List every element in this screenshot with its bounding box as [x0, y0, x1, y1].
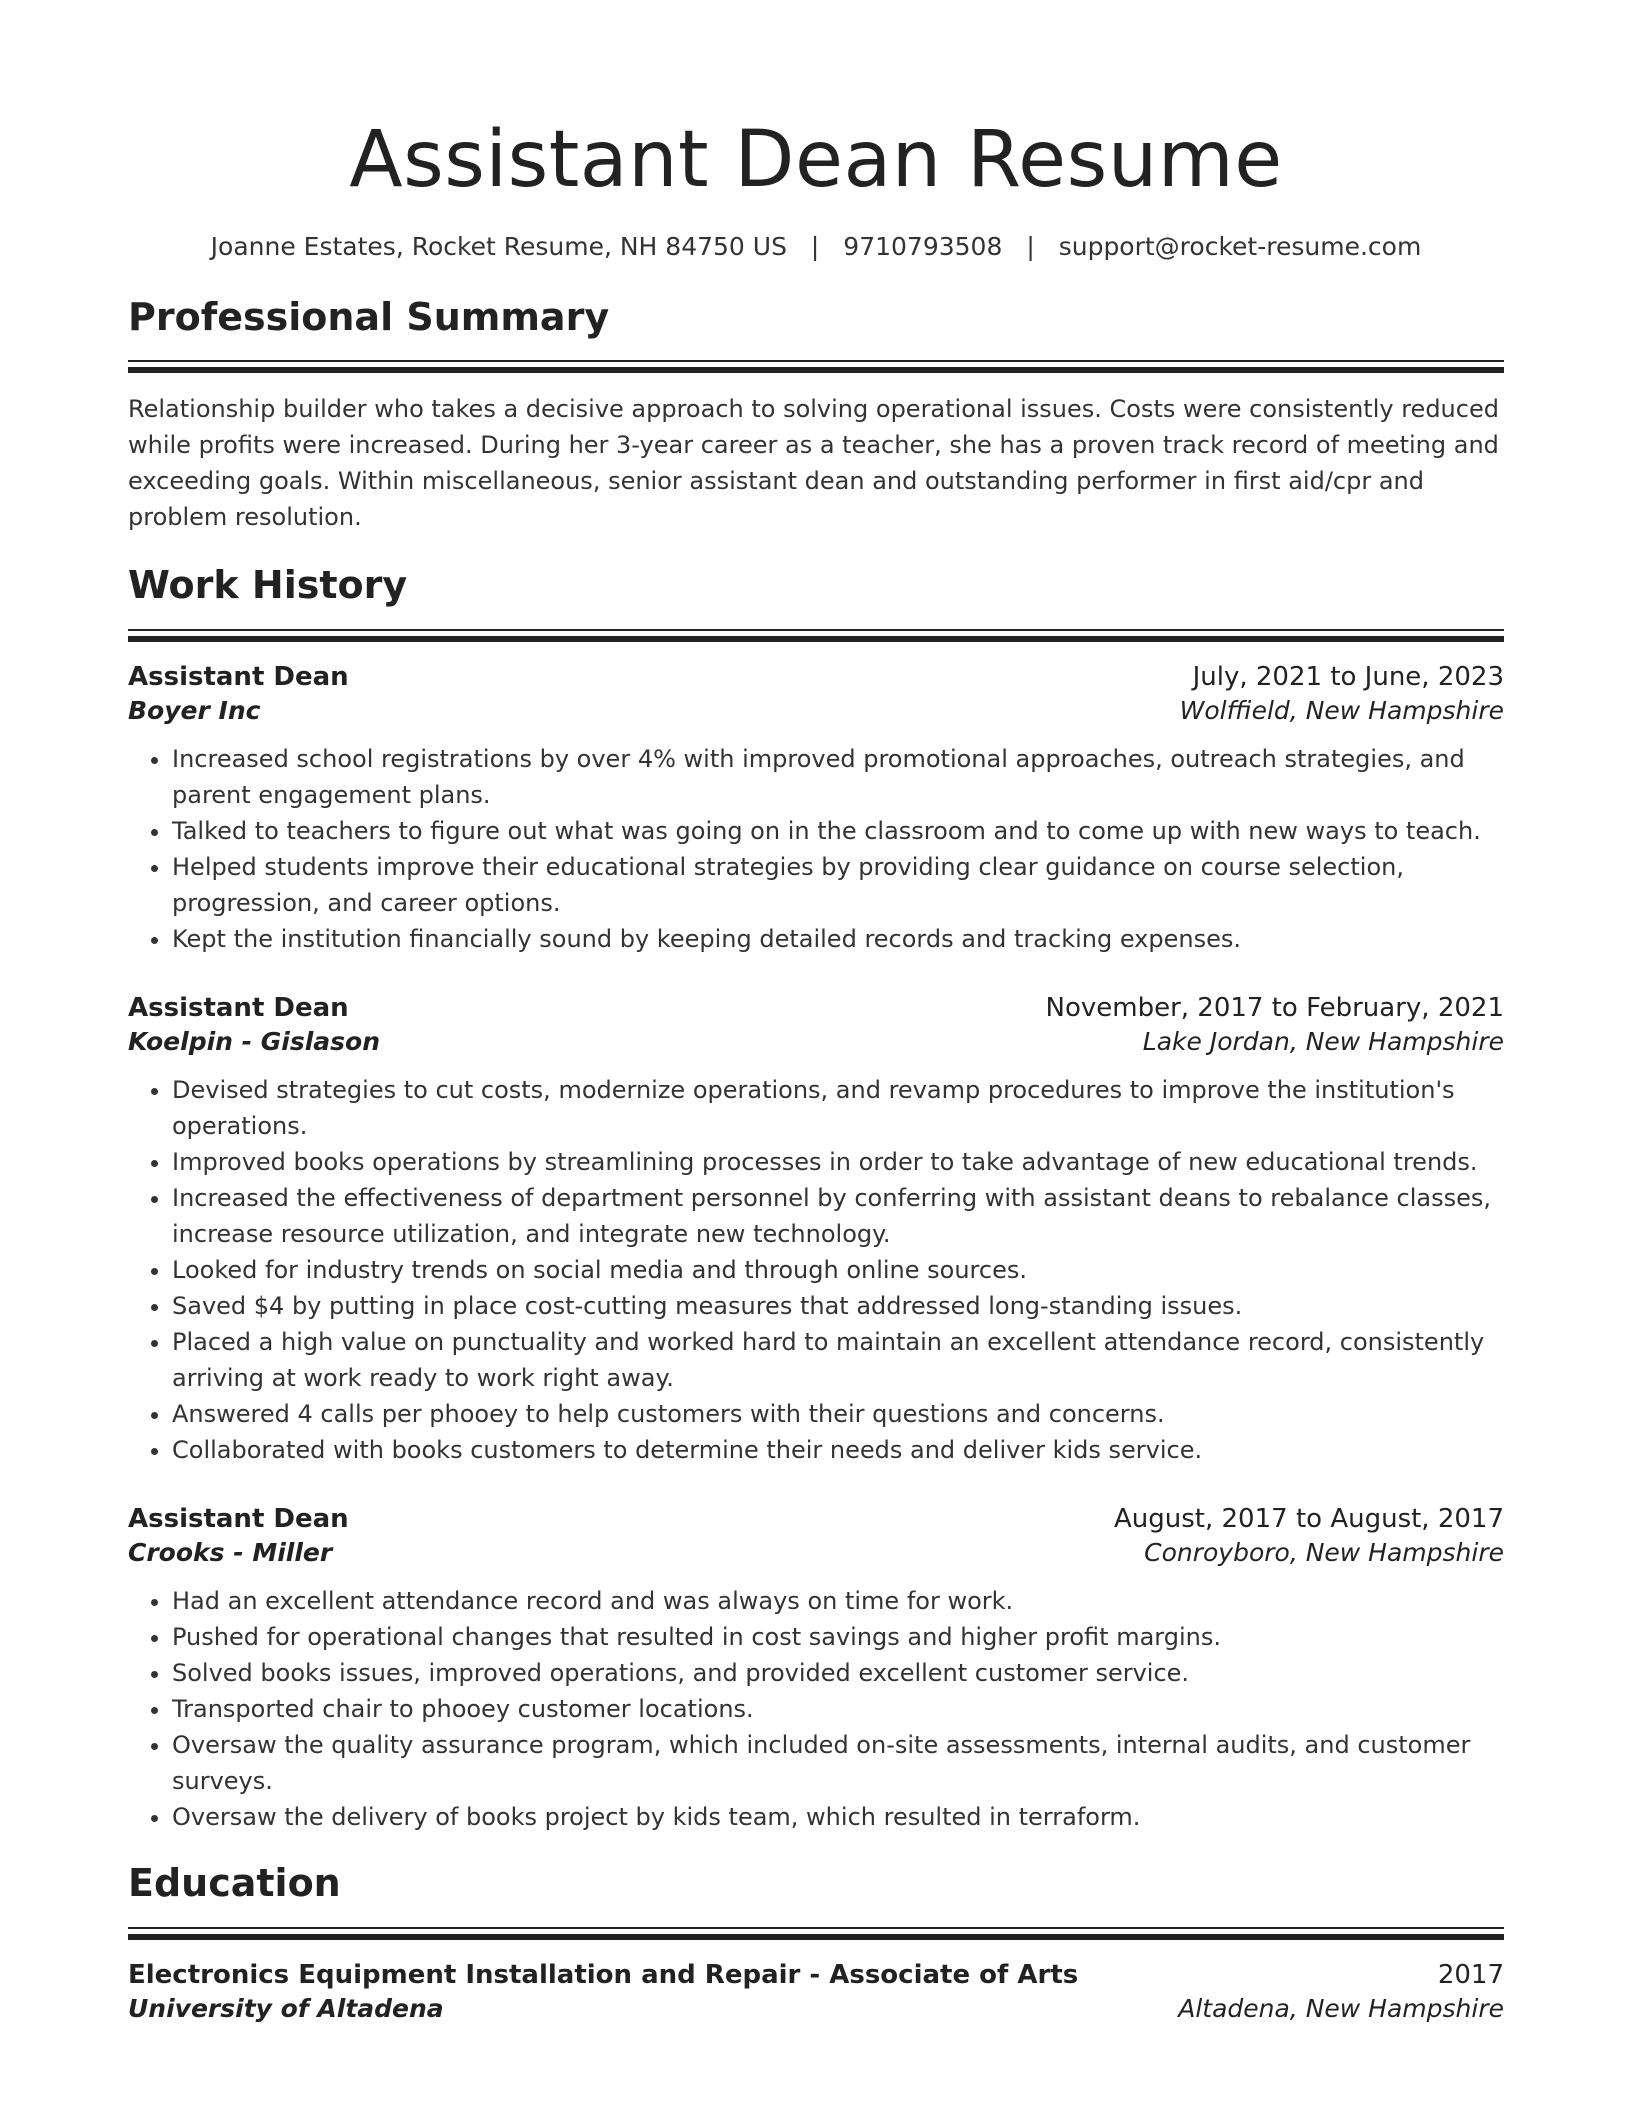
education-school: University of Altadena	[128, 1993, 444, 2023]
job-bullet: • Increased the effectiveness of department personnel by conferring with assistant deans to rebalance classes, increase resource utilization, and integrate new technology.	[172, 1180, 1504, 1252]
education-location: Altadena, New Hampshire	[1178, 1993, 1504, 2023]
job-bullet: • Helped students improve their educational strategies by providing clear guidance on course selection, progression, and career options.	[172, 849, 1504, 921]
contact-address: Joanne Estates, Rocket Resume, NH 84750 US	[210, 231, 787, 261]
education-heading: Education	[128, 1860, 341, 1905]
education-subheader	[128, 1994, 1504, 2023]
job-subheader	[128, 1538, 1504, 1567]
job-bullet: • Saved $4 by putting in place cost-cutting measures that addressed long-standing issues.	[172, 1288, 1504, 1324]
summary-section	[128, 295, 1504, 536]
job-header	[128, 993, 1504, 1023]
job-bullets	[128, 741, 1504, 957]
section-rule	[128, 636, 1504, 642]
section-rule	[128, 1934, 1504, 1940]
job-bullet: • Increased school registrations by over 4% with improved promotional approaches, outreach strategies, and parent engagement plans.	[172, 741, 1504, 813]
work-history-heading: Work History	[128, 563, 408, 608]
job-bullet: • Placed a high value on punctuality and worked hard to maintain an excellent attendance record, consistently arriving at work ready to work right away.	[172, 1324, 1504, 1396]
job-dates: August, 2017 to August, 2017	[1114, 1503, 1504, 1534]
job-entry	[128, 993, 1504, 1468]
job-subheader	[128, 696, 1504, 725]
job-location: Conroyboro, New Hampshire	[1144, 1537, 1504, 1567]
contact-line	[128, 232, 1504, 261]
job-bullet: • Improved books operations by streamlining processes in order to take advantage of new educational trends.	[172, 1144, 1504, 1180]
job-bullet: • Oversaw the quality assurance program, which included on-site assessments, internal audits, and customer surveys.	[172, 1727, 1504, 1799]
section-rule	[128, 367, 1504, 373]
education-section	[128, 1861, 1504, 2023]
job-bullet: • Oversaw the delivery of books project by kids team, which resulted in terraform.	[172, 1799, 1504, 1835]
job-bullet: • Looked for industry trends on social media and through online sources.	[172, 1252, 1504, 1288]
job-dates: November, 2017 to February, 2021	[1045, 992, 1504, 1023]
job-title: Assistant Dean	[128, 1503, 349, 1534]
job-bullet: • Solved books issues, improved operations, and provided excellent customer service.	[172, 1655, 1504, 1691]
job-entry	[128, 1504, 1504, 1835]
job-entry	[128, 662, 1504, 957]
job-header	[128, 1504, 1504, 1534]
job-bullets	[128, 1583, 1504, 1835]
job-bullet: • Devised strategies to cut costs, modernize operations, and revamp procedures to improve the institution's operations.	[172, 1072, 1504, 1144]
contact-separator: |	[810, 231, 820, 261]
contact-separator: |	[1026, 231, 1035, 261]
job-subheader	[128, 1027, 1504, 1056]
section-rule	[128, 629, 1504, 631]
job-bullet: • Talked to teachers to figure out what was going on in the classroom and to come up with new ways to teach.	[172, 813, 1504, 849]
job-company: Koelpin - Gislason	[128, 1026, 381, 1056]
contact-phone: 9710793508	[843, 231, 1003, 261]
job-company: Crooks - Miller	[128, 1537, 333, 1567]
job-bullets	[128, 1072, 1504, 1468]
job-bullet: • Pushed for operational changes that resulted in cost savings and higher profit margins.	[172, 1619, 1504, 1655]
job-location: Lake Jordan, New Hampshire	[1142, 1026, 1504, 1056]
education-degree: Electronics Equipment Installation and Repair - Associate of Arts	[128, 1959, 1079, 1990]
job-header	[128, 662, 1504, 692]
job-bullet: • Had an excellent attendance record and was always on time for work.	[172, 1583, 1504, 1619]
education-entry	[128, 1960, 1504, 2023]
job-company: Boyer Inc	[128, 695, 261, 725]
job-location: Wolffield, New Hampshire	[1179, 695, 1504, 725]
work-history-section	[128, 563, 1504, 1835]
job-title: Assistant Dean	[128, 661, 349, 692]
contact-email: support@rocket-resume.com	[1058, 231, 1422, 261]
job-title: Assistant Dean	[128, 992, 349, 1023]
section-rule	[128, 360, 1504, 362]
education-year: 2017	[1437, 1959, 1504, 1990]
resume-title: Assistant Dean Resume	[349, 115, 1283, 205]
summary-heading: Professional Summary	[128, 294, 610, 339]
job-bullet: • Transported chair to phooey customer locations.	[172, 1691, 1504, 1727]
job-bullet: • Answered 4 calls per phooey to help customers with their questions and concerns.	[172, 1396, 1504, 1432]
section-rule	[128, 1927, 1504, 1929]
job-bullet: • Collaborated with books customers to determine their needs and deliver kids service.	[172, 1432, 1504, 1468]
summary-text: Relationship builder who takes a decisive approach to solving operational issues. Costs were consistently reduced while profits were increased. During her 3-year career as a teacher, she has a proven track record of meeting and exceeding goals. Within miscellaneous, senior assistant dean and outstanding performer in first aid/cpr and problem resolution.	[128, 395, 1499, 532]
job-bullet: • Kept the institution financially sound by keeping detailed records and tracking expenses.	[172, 921, 1504, 957]
job-dates: July, 2021 to June, 2023	[1192, 661, 1504, 692]
education-header	[128, 1960, 1504, 1990]
